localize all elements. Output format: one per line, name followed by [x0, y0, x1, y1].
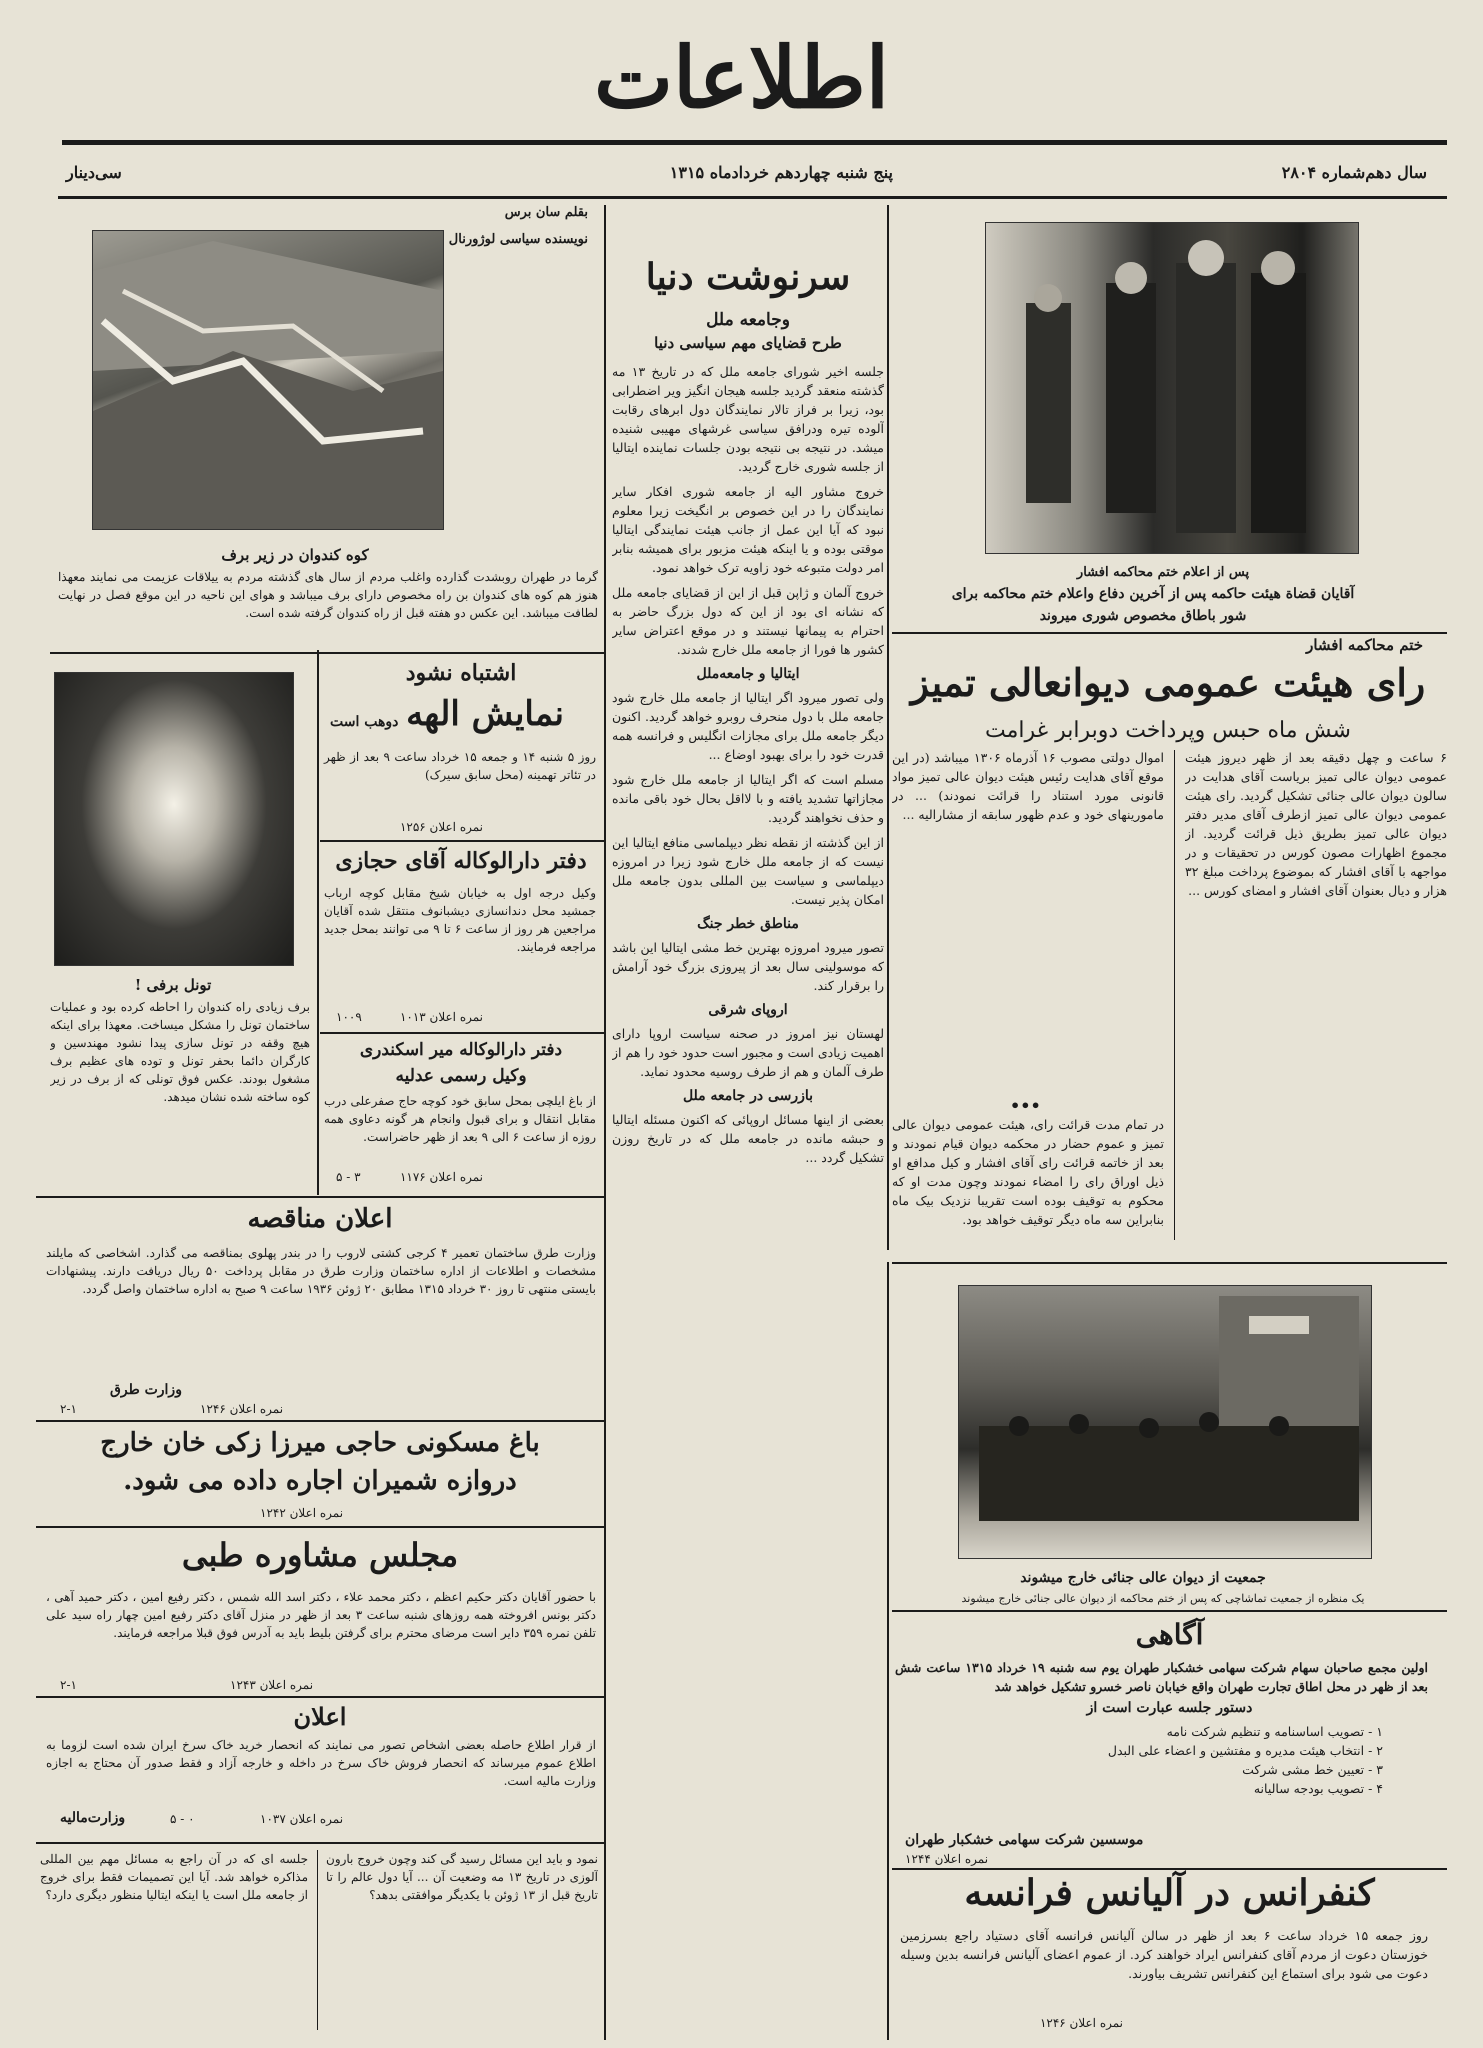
eskandari-number: نمره اعلان ۱۱۷۶	[399, 1170, 483, 1184]
price: سی‌دینار	[66, 163, 122, 182]
world-section-last: بازرسی در جامعه ملل	[682, 1088, 814, 1104]
tender-code: ۲-۱	[60, 1402, 77, 1416]
crowd-silhouettes	[959, 1286, 1371, 1558]
section-rule	[36, 1196, 604, 1198]
tender-ministry: وزارت طرق	[110, 1382, 182, 1398]
show-ad-main: نمایش الهه	[406, 694, 564, 734]
medical-number: نمره اعلان ۱۲۴۳	[230, 1678, 314, 1692]
world-section-east: اروپای شرقی	[708, 1002, 788, 1018]
section-rule	[36, 1420, 604, 1422]
section-rule	[892, 632, 1447, 634]
world-headline: سرنوشت دنیا	[645, 256, 851, 298]
show-ad-number: نمره اعلان ۱۲۵۶	[399, 820, 483, 834]
column-divider	[317, 1850, 318, 2030]
world-paragraph: بعضی از اینها مسائل اروپائی که اکنون مسئله ایتالیا و حبشه مانده در جامعه ملل که در تاریخ روزن تشکیل گردد ...	[612, 1112, 884, 1165]
world-paragraph: ولی تصور میرود اگر ایتالیا از جامعه ملل خارج شود جامعه ملل با دول منحرف روبرو خواهد گردید. اکنون دیگر جامعه ملل برای مجازات انگلیس و فرانسه همه قدرت خود را برای بهبود اوضاع ...	[612, 690, 884, 762]
separator-dots: •••	[1010, 1096, 1041, 1115]
verdict-body-col1	[1185, 748, 1447, 1243]
conference-title: کنفرانس در آلیانس فرانسه	[964, 1872, 1375, 1914]
agahi-signature: موسسین شرکت سهامی خشکبار طهران	[905, 1832, 1144, 1848]
verdict-body-col2	[892, 748, 1164, 1093]
world-byline: بقلم سان برس	[504, 205, 588, 220]
verdict-body-col3	[892, 1115, 1164, 1245]
notice-number: نمره اعلان ۱۰۳۷	[260, 1812, 344, 1826]
bottom-col-middle	[326, 1850, 598, 2030]
verdict-paragraph: در تمام مدت قرائت رای، هیئت عمومی دیوان عالی تمیز و عموم حضار در محکمه دیوان قیام نمودند و بعد از خاتمه قرائت رای آقای افشار و کیل مدافع او ذیل اوراق رای را امضاء نمودند وچون مدت او که محکوم به توقیف بوده است تقریبا نزدیک بیک ماه بنابراین سه ماه دیگر توقیف خواهد بود.	[892, 1117, 1164, 1227]
verdict-paragraph: ۶ ساعت و چهل دقیقه بعد از ظهر دیروز هیئت عمومی دیوان عالی تمیز برياست آقای هدایت در سالون دیوان عالی جنائی تشکیل گردید. رای هیئت عمومی دیوان عالی تمیز ازطرف آقای مدیر دفتر دیوان عالی تمیز بطریق ذیل قرائت گردید. از مجموع اظهارات مصون کورس در تحقیقات و در مواجهه با آقای افشار که بموضوع پرداخت مبلغ ۳۲ هزار و دیال بعنوان آقای افشار و امضای کورس ...	[1185, 750, 1447, 898]
agenda-item: ۴ - تصویب بودجه سالیانه	[1253, 1781, 1383, 1796]
section-rule	[50, 652, 604, 654]
bottom-paragraph: جلسه ای که در آن راجع به مسائل مهم بین المللی مذاکره خواهد شد. آیا این تصمیمات فقط برای خروج از جامعه ملل است یا اینکه ایتالیا منظور دیگری دارد؟	[40, 1852, 308, 1902]
tunnel-photo	[54, 672, 294, 966]
garden-line-1: باغ مسکونی حاجی میرزا زکی خان خارج	[100, 1428, 540, 1458]
section-rule	[320, 840, 604, 842]
column-divider	[887, 205, 889, 1250]
section-rule	[36, 1842, 604, 1844]
hejazi-body: وکیل درجه اول به خیابان شیخ مقابل کوچه ارباب جمشید محل دندانسازی دیشبانوف منتقل شده آقایان مراجعین هر روز از ساعت ۶ تا ۹ می توانند بمحل جدید مراجعه فرمایند.	[324, 886, 596, 954]
agahi-title: آگاهی	[1135, 1618, 1204, 1651]
hejazi-number: نمره اعلان ۱۰۱۳	[399, 1010, 483, 1024]
notice-ministry: وزارت‌مالیه	[60, 1810, 126, 1826]
section-rule	[892, 1610, 1447, 1612]
notice-body: از قرار اطلاع حاصله بعضی اشخاص تصور می نمایند که انحصار خرید خاک سرخ ایران شده است لزوما به اطلاع عموم میرساند که انحصار فروش خاک سرخ در داخله و خارجه آزاد و فقط صدور آن محتاج به اجازه وزارت مالیه است.	[46, 1738, 596, 1788]
conference-number: نمره اعلان ۱۲۴۶	[1039, 2016, 1123, 2030]
notice-title: اعلان	[293, 1702, 347, 1731]
world-section-italy: ایتالیا و جامعه‌ملل	[696, 666, 800, 682]
crowd-caption-2: یک منظره از جمعیت تماشاچی که پس از ختم محاکمه از دیوان عالی جنائی خارج میشوند	[961, 1592, 1365, 1605]
show-ad-title: اشتباه نشود	[405, 660, 517, 686]
medical-body: با حضور آقایان دکتر حکیم اعظم ، دکتر محمد علاء ، دکتر اسد الله شمس ، دکتر رفیع امین ، دکتر حمید آهی ، دکتر بونس افروخته همه روزهای شنبه ساعت ۳ بعد از ظهر در منزل آقای دکتر رفیع امین چهار راه سید علی تلفن نمره ۳۵۹ دایر است مرضای محترم برای گرفتن بلیط باید به آدرس فوق قبلا مراجعه فرمایند.	[46, 1590, 596, 1640]
hejazi-code: ۱۰۰۹	[336, 1010, 362, 1024]
bottom-paragraph: نمود و باید این مسائل رسید گی کند وچون خروج بارون آلوزی در تاریخ ۱۳ مه وضعیت آن ... آیا دول عالم را تا تاریخ قبل از ۱۳ ژوئن با یکدیگر موافقتی بدهد؟	[326, 1852, 598, 1902]
world-paragraph: مسلم است که اگر ایتالیا از جامعه ملل خارج شود مجازاتها تشدید یافته و با لااقل بحال خود باقی مانده و حذف نخواهند گردید.	[612, 772, 884, 825]
tender-title: اعلان مناقصه	[247, 1204, 393, 1234]
world-paragraph: خروج آلمان و ژاپن قبل از این از قضایای جامعه ملل که نشانه ای بود از این که دول بزرگ حاضر به احترام به پیمانها نیستند و در موقع اعتراض سایر کشور ها فورا از جامعه ملل خارج شدند.	[612, 585, 884, 657]
tunnel-caption-body	[50, 998, 310, 1194]
crowd-caption-1: جمعیت از دیوان عالی جنائی خارج میشوند	[1020, 1570, 1266, 1586]
verdict-paragraph: اموال دولتی مصوب ۱۶ آذرماه ۱۳۰۶ میباشد (در این موقع آقای هدایت رئیس هیئت دیوان عالی تمیز مواد قانونی مورد استناد را قرائت نمودند) ... در مامورینهای خود و عدم ظهور سابقه از مشارالیه ...	[892, 750, 1164, 822]
issue-date: پنج شنبه چهاردهم خردادماه ۱۳۱۵	[669, 163, 893, 182]
medical-title: مجلس مشاوره طبی	[181, 1536, 459, 1574]
conference-body: روز جمعه ۱۵ خرداد ساعت ۶ بعد از ظهر در سالن آلیانس فرانسه آقای دستیاد راجع بسرزمین خوزستان دعوت از مردم آقای کنفرانس ایراد خواهند کرد. از عموم اعضای آلیانس فرانسه بدین وسیله دعوت می شود برای استماع این کنفرانس تشریف بیاورند.	[900, 1928, 1428, 1981]
judges-caption-1: پس از اعلام ختم محاکمه افشار	[1076, 565, 1250, 580]
column-divider	[1174, 750, 1175, 1240]
section-rule	[36, 1696, 604, 1698]
section-rule	[892, 1262, 1447, 1264]
agahi-number: نمره اعلان ۱۲۴۴	[905, 1852, 989, 1866]
world-subhead-1: وجامعه ملل	[706, 310, 790, 330]
agahi-agenda-title: دستور جلسه عبارت است از	[1086, 1700, 1253, 1716]
crowd-photo	[958, 1285, 1372, 1559]
verdict-kicker: ختم محاکمه افشار	[1306, 636, 1423, 654]
world-section-danger: مناطق خطر جنگ	[697, 916, 799, 932]
show-ad-suffix: دوهب است	[330, 714, 399, 730]
world-article-body	[612, 362, 884, 2032]
agenda-item: ۲ - انتخاب هیئت مدیره و مفتشین و اعضاء علی البدل	[1107, 1743, 1383, 1758]
world-subhead-2: طرح قضایای مهم سیاسی دنیا	[654, 334, 842, 352]
eskandari-sub: وکیل رسمی عدلیه	[395, 1066, 527, 1086]
verdict-headline: رای هیئت عمومی دیوانعالی تمیز	[910, 660, 1426, 705]
column-divider	[604, 205, 606, 2040]
judges-caption-2: آقایان قضاة هیئت حاکمه پس از آخرین دفاع واعلام ختم محاکمه برای	[951, 586, 1355, 602]
masthead-rule	[62, 140, 1447, 145]
world-paragraph: تصور میرود امروزه بهترین خط مشی ایتالیا این باشد که موسولینی سال بعد از پیروزی بزرگ خود آرامش را برقرار کند.	[612, 940, 884, 993]
bottom-col-left	[40, 1850, 308, 2030]
world-paragraph: خروج مشاور الیه از جامعه شوری افکار سایر نمایندگان را در این خصوص بر انگیخت زیرا معلوم نبود که آیا این عمل از جانب هیئت نمایندگی ایتالیا موقتی بوده و یا اینکه هیئت مزبور برای همیشه بنابر امر دولت متبوعه خود زاویه ترک خواهد نمود.	[612, 484, 884, 575]
column-divider	[317, 650, 319, 1195]
agenda-item: ۳ - تعیین خط مشی شرکت	[1242, 1762, 1383, 1777]
garden-line-2: دروازه شمیران اجاره داده می شود.	[123, 1466, 517, 1496]
masthead-title: اطلاعات	[593, 28, 890, 127]
judges-photo	[985, 222, 1359, 554]
agahi-agenda-list	[1003, 1722, 1383, 1798]
world-paragraph: جلسه اخیر شورای جامعه ملل که در تاریخ ۱۳ مه گذشته منعقد گردید جلسه هیجان انگیز ویر اضطرابی بود، زیرا بر فراز تالار نمایندگان دول ابرهای رقابت آلوده تیره ودرافق سیاسی غرشهای مهیبی شنیده میشد. در نتیجه بی نتیجه بودن جلسات نماینده ایتالیا از جلسه شوری خارج گردید.	[612, 364, 884, 474]
hejazi-title: دفتر دارالوکاله آقای حجازی	[335, 848, 587, 874]
mountain-caption-body: گرما در طهران روبشدت گذارده واغلب مردم از سال های گذشته مردم به ییلاقات عزیمت می نمایند معهذا هنوز هم کوه های کندوان بن راه مخصوص دارای برف میباشد و هوای این ناحیه در این موقع فصل در نهایت لطافت میباشد. این عکس دو هفته قبل از راه کندوان گرفته شده است.	[58, 570, 598, 620]
world-paragraph: از این گذشته از نقطه نظر دیپلماسی منافع ایتالیا این نیست که از جامعه ملل خارج شود زیرا در امروزه دیپلماسی و سیاست بین المللی بدون جامعه ملل امکان پذیر نیست.	[612, 835, 884, 907]
tunnel-caption-title: تونل برفی !	[134, 976, 212, 994]
tender-number: نمره اعلان ۱۲۴۶	[200, 1402, 284, 1416]
header-rule	[58, 196, 1447, 199]
notice-code: ۰ - ۵	[170, 1812, 195, 1826]
show-ad-body: روز ۵ شنبه ۱۴ و جمعه ۱۵ خرداد ساعت ۹ بعد از ظهر در تئاتر تهمینه (محل سابق سیرک)	[324, 750, 596, 782]
world-paragraph: لهستان نیز امروز در صحنه سیاست اروپا دارای اهمیت زیادی است و مجبور است حدود خود را هم از طرف آلمان و هم از طرف روسیه محدود نماید.	[612, 1026, 884, 1079]
eskandari-title: دفتر دارالوکاله میر اسکندری	[359, 1040, 563, 1060]
judges-silhouettes	[986, 223, 1358, 553]
eskandari-body: از باغ ایلچی بمحل سابق خود کوچه حاج صفرعلی درب مقابل انتقال و برای قبول وانجام هر گونه دعاوی همه روزه از ساعت ۶ الی ۹ بعد از ظهر حاضراست.	[324, 1094, 596, 1144]
medical-code: ۲-۱	[60, 1678, 77, 1692]
garden-number: نمره اعلان ۱۲۴۲	[260, 1506, 344, 1520]
mountain-photo	[92, 230, 444, 530]
section-rule	[36, 1526, 604, 1528]
verdict-subhead: شش ماه حبس وپرداخت دوبرابر غرامت	[985, 718, 1351, 743]
section-rule	[892, 1868, 1447, 1870]
mountain-shapes	[93, 231, 443, 529]
section-rule	[320, 1032, 604, 1034]
judges-caption-3: شور باطاق مخصوص شوری میروند	[1039, 608, 1247, 624]
column-divider	[887, 1262, 889, 2040]
agenda-item: ۱ - تصویب اساسنامه و تنظیم شرکت نامه	[1166, 1724, 1383, 1739]
world-author: نویسنده سیاسی لوژورنال	[448, 232, 588, 247]
tunnel-caption-text: برف زیادی راه کندوان را احاطه کرده بود و عملیات ساختمان تونل را مشکل میساخت. معهذا برای اینکه هیچ وقفه در تونل سازی پیدا نشود مهندسین و کارگران دائما بحفر تونل و توده های عظیم برف مشغول بودند. عکس فوق تونلی که از برف در زیر کوه ساخته شده نشان میدهد.	[50, 1000, 310, 1104]
eskandari-code: ۳ - ۵	[336, 1170, 361, 1184]
agahi-intro: اولین مجمع صاحبان سهام شرکت سهامی خشکبار طهران یوم سه شنبه ۱۹ خرداد ۱۳۱۵ ساعت شش بعد از ظهر در محل اطاق تجارت طهران واقع خیابان ناصر خسرو تشکیل خواهد شد	[895, 1660, 1429, 1694]
tender-body: وزارت طرق ساختمان تعمیر ۴ کرجی کشتی لاروب را در بندر پهلوی بمناقصه می گذارد. اشخاصی که مایلند مشخصات و اطلاعات از اداره ساختمان وزارت طرق در مقابل پرداخت ۵۰ ریال دریافت دارند. پیشنهادات بایستی منتهی تا روز ۳۰ خرداد ۱۳۱۵ مطابق ۲۰ ژوئن ۱۹۳۶ ساعت ۹ صبح به اداره ساختمان واصل گردد.	[46, 1246, 596, 1296]
mountain-caption-title: کوه کندوان در زیر برف	[221, 546, 369, 564]
issue-number: سال دهم‌شماره ۲۸۰۴	[1281, 163, 1427, 182]
